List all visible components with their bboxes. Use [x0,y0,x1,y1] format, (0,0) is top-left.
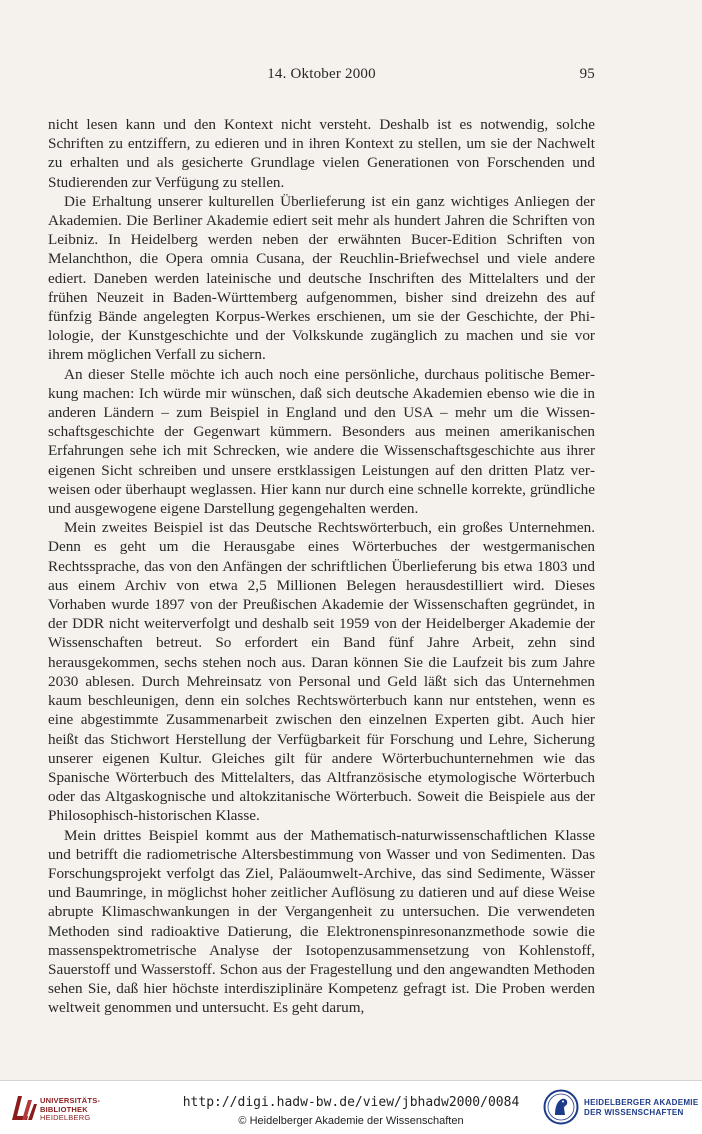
academy-line: HEIDELBERGER AKADEMIE [584,1098,699,1107]
academy-seal-logo-icon[interactable] [543,1089,579,1125]
paragraph: nicht lesen kann und den Kontext nicht versteht. Deshalb ist es notwendig, solche Schriften zu entziffern, zu edieren und in ihren Kontext zu stellen, um sie der Nachwelt zu erhalten und als gesicherte Grundlage vielen Generationen von Forschenden und Studierenden zur Verfügung zu stellen. [48,116,595,191]
viewer-footer [0,1080,702,1134]
paragraph: An dieser Stelle möchte ich auch noch eine persönliche, durchaus politische Bemerkung machen: Ich würde mir wünschen, daß sich deutsche Akademien ebenso wie die in anderen Ländern – zum Beispiel in England und den USA – mehr um die Wissenschaftsgeschichte der Gegenwart kümmern. Besonders aus meinen amerikanischen Erfahrungen sehe ich mit Schrecken, wie andere die Wissenschaftsgeschichte aus ihrer eigenen Sicht schreiben und unsere erstklassigen Leistungen auf den dritten Platz verweisen oder überhaupt weglassen. Hier kann nur durch eine schnelle korrekte, gründliche und ausgewogene eigene Darstellung gegengehalten werden. [48,365,595,518]
paragraph: Mein drittes Beispiel kommt aus der Mathematisch-naturwissenschaftlichen Klasse und betrifft die radiometrische Altersbestimmung von Wasser und von Sedimenten. Das Forschungsprojekt verfolgt das Ziel, Paläoumwelt-Archive, das sind Sedimente, Wässer und Baumringe, in möglichst hoher zeitlicher Auflösung zu datieren und auf diese Weise abrupte Klimaschwankungen in der Vergangenheit zu untersuchen. Die verwendeten Methoden sind radioaktive Datierung, die Elektronenspinresonanzmethode sowie die massenspektrometrische Analyse der Isotopenzusammensetzung von Kohlenstoff, Sauerstoff und Wasserstoff. Schon aus der Fragestellung und den angewandten Methoden sehen Sie, daß hier höchste interdisziplinäre Kompetenz gefragt ist. Die Proben werden weltweit genommen und untersucht. Es geht darum, [48,826,595,1017]
permalink-url[interactable]: http://digi.hadw-bw.de/view/jbhadw2000/0084 [182,1095,520,1110]
body-text [48,115,595,1018]
page-number: 95 [579,66,595,82]
running-head-title: 14. Oktober 2000 [267,66,376,82]
academy-name [584,1098,698,1118]
academy-line: DER WISSENSCHAFTEN [584,1108,684,1117]
paragraph: Mein zweites Beispiel ist das Deutsche Rechtswörterbuch, ein großes Unternehmen. Denn es geht um die Herausgabe eines Wörterbuches der westgermanischen Rechtssprache, das von den Anfängen der schriftlichen Überlieferung bis etwa 1803 und aus einem Archiv von etwa 2,5 Millionen Belegen herausdestilliert wird. Dieses Vorhaben wurde 1897 von der Preußischen Akademie der Wissenschaften gegründet, in der DDR nicht weiterverfolgt und deshalb seit 1959 von der Heidelberger Akademie der Wissenschaften betreut. So erfordert ein Band fünf Jahre Arbeit, zehn sind herausgekommen, sechs stehen noch aus. Daran können Sie die Laufzeit bis zum Jahre 2030 ablesen. Durch Mehreinsatz von Personal und Geld läßt sich das Unternehmen kaum beschleunigen, denn ein solches Rechtswörterbuch kann nur entstehen, wenn es eine abgestimmte Zusammenarbeit zwischen den einzelnen Experten gibt. Auch hier heißt das Stichwort Herstellung der Verfügbarkeit für Forschung und Lehre, Sicherung unserer eigenen Kultur. Gleiches gilt für andere Wörterbuchunternehmen wie das Spanische Wörterbuch des Mittelalters, das Altfranzösische etymologische Wörterbuch oder das Altgaskognische und altokzitanische Wörterbuch. Soweit die Beispiele aus der Philosophisch-historischen Klasse. [48,519,595,825]
ub-line: UNIVERSITÄTS- [40,1096,101,1105]
running-head [48,66,595,88]
paragraph: Die Erhaltung unserer kulturellen Überlieferung ist ein ganz wichtiges Anliegen der Akademien. Die Berliner Akademie ediert seit mehr als hundert Jahren die Schriften von Leibniz. In Heidelberg werden neben der erwähnten Bucer-Edition Schriften von Melanchthon, die Opera omnia Cusana, der Reuchlin-Briefwechsel und viele andere ediert. Daneben werden lateinische und deutsche Inschriften des Mittelalters und der frühen Neuzeit in Baden-Württemberg aufgenommen, bisher sind dreizehn des auf fünfzig Bände angelegten Korpus-Werkes erschienen, um sie der Geschichte, der Philologie, der Kunstgeschichte und der Volkskunde zugänglich zu machen und sie vor ihrem möglichen Verfall zu sichern. [48,192,595,364]
ub-line: BIBLIOTHEK [40,1104,88,1114]
ub-line: HEIDELBERG [40,1113,91,1122]
copyright-notice: © Heidelberger Akademie der Wissenschaften [238,1115,464,1127]
